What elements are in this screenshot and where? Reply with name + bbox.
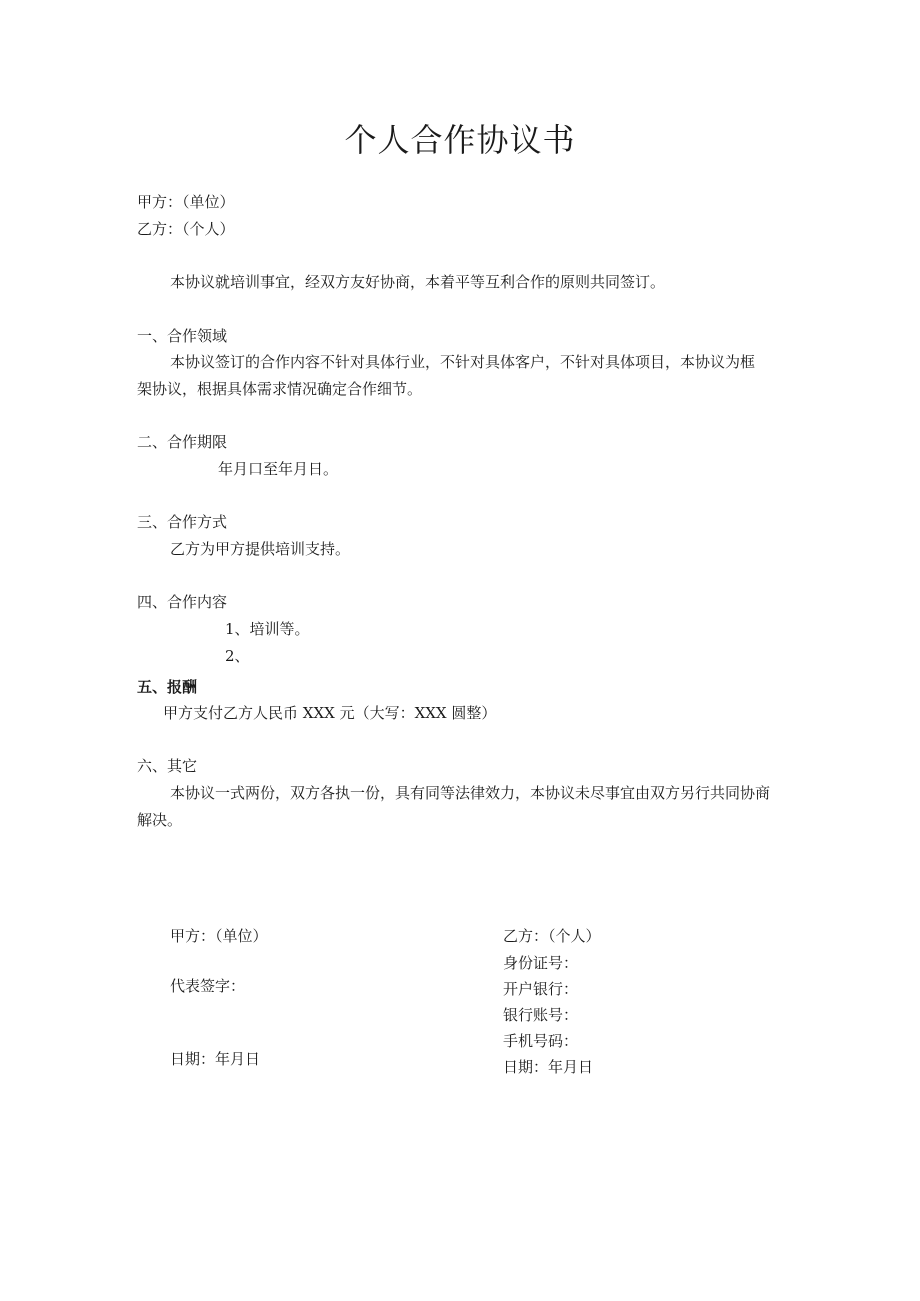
intro-paragraph: 本协议就培训事宜，经双方友好协商，本着平等互利合作的原则共同签订。 <box>170 273 666 291</box>
section-body-line: 乙方为甲方提供培训支持。 <box>170 540 351 558</box>
document-title: 个人合作协议书 <box>344 121 576 159</box>
section-body-line: 甲方支付乙方人民币 XXX 元（大写：XXX 圆整） <box>163 704 497 722</box>
section-heading-cooperation-content: 四、合作内容 <box>137 593 228 611</box>
section-body-line: 年月口至年月日。 <box>218 460 339 478</box>
signature-bank: 开户银行： <box>503 980 579 998</box>
signature-date-left: 日期：年月日 <box>170 1050 261 1068</box>
signature-bank-account: 银行账号： <box>503 1006 579 1024</box>
section-body-line: 架协议，根据具体需求情况确定合作细节。 <box>137 380 423 398</box>
section-body-line: 本协议签订的合作内容不针对具体行业，不针对具体客户，不针对具体项目，本协议为框 <box>170 353 756 371</box>
section-heading-cooperation-method: 三、合作方式 <box>137 513 228 531</box>
section-body-line: 本协议一式两份，双方各执一份，具有同等法律效力，本协议未尽事宜由双方另行共同协商 <box>170 784 771 802</box>
signature-phone: 手机号码： <box>503 1032 579 1050</box>
section-heading-cooperation-term: 二、合作期限 <box>137 433 228 451</box>
section-heading-cooperation-field: 一、合作领域 <box>137 327 228 345</box>
list-item: 1、培训等。 <box>225 620 310 638</box>
signature-party-b: 乙方：（个人） <box>503 927 601 945</box>
signature-representative: 代表签字： <box>170 977 246 995</box>
signature-date-right: 日期：年月日 <box>503 1058 594 1076</box>
party-a-line: 甲方：（单位） <box>137 193 235 211</box>
party-b-line: 乙方：（个人） <box>137 220 235 238</box>
section-heading-remuneration: 五、报酬 <box>137 678 198 696</box>
list-item: 2、 <box>225 647 250 665</box>
section-body-line: 解决。 <box>137 811 183 829</box>
signature-party-a: 甲方：（单位） <box>170 927 268 945</box>
section-heading-other: 六、其它 <box>137 757 198 775</box>
signature-id-number: 身份证号： <box>503 954 579 972</box>
